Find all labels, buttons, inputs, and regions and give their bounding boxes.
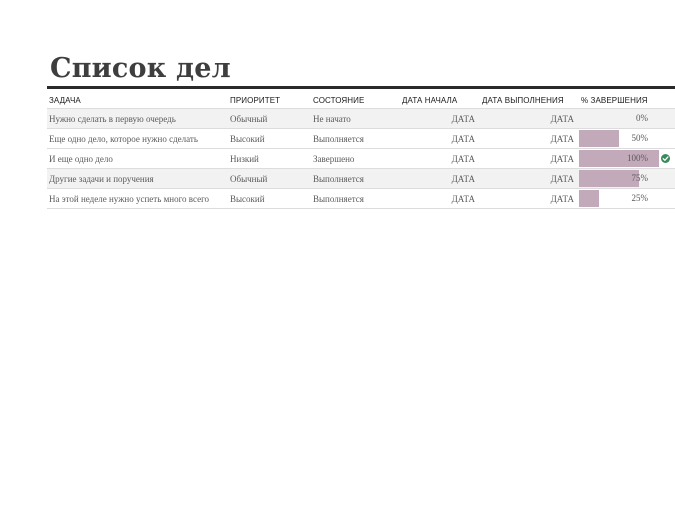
percent-cell[interactable] — [579, 109, 675, 129]
progress-bar — [579, 190, 599, 207]
due-date-cell[interactable]: ДАТА — [480, 149, 579, 169]
column-header-due-date[interactable]: ДАТА ВЫПОЛНЕНИЯ — [482, 95, 564, 105]
table-row[interactable] — [47, 149, 675, 169]
percent-label: 25% — [631, 193, 648, 203]
start-date-cell[interactable]: ДАТА — [400, 149, 480, 169]
todo-table — [47, 89, 675, 209]
status-cell[interactable]: Не начато — [311, 109, 400, 129]
percent-label: 50% — [631, 133, 648, 143]
table-row[interactable] — [47, 109, 675, 129]
due-date-cell[interactable]: ДАТА — [480, 129, 579, 149]
percent-label: 0% — [636, 113, 648, 123]
start-date-cell[interactable]: ДАТА — [400, 169, 480, 189]
priority-cell[interactable]: Обычный — [228, 109, 311, 129]
check-circle-icon — [661, 154, 670, 163]
percent-label: 75% — [631, 173, 648, 183]
table-row[interactable] — [47, 129, 675, 149]
status-cell[interactable]: Завершено — [311, 149, 400, 169]
column-header-percent[interactable]: % ЗАВЕРШЕНИЯ — [581, 95, 648, 105]
status-cell[interactable]: Выполняется — [311, 129, 400, 149]
due-date-cell[interactable]: ДАТА — [480, 109, 579, 129]
priority-cell[interactable]: Высокий — [228, 189, 311, 209]
task-cell[interactable]: Другие задачи и поручения — [47, 169, 228, 189]
percent-cell[interactable] — [579, 169, 675, 189]
status-cell[interactable]: Выполняется — [311, 169, 400, 189]
task-cell[interactable]: Еще одно дело, которое нужно сделать — [47, 129, 228, 149]
todo-sheet — [47, 52, 675, 209]
table-header-row — [47, 89, 675, 109]
progress-bar — [579, 130, 619, 147]
column-header-status[interactable]: СОСТОЯНИЕ — [313, 95, 365, 105]
due-date-cell[interactable]: ДАТА — [480, 169, 579, 189]
task-cell[interactable]: На этой неделе нужно успеть много всего — [47, 189, 228, 209]
due-date-cell[interactable]: ДАТА — [480, 189, 579, 209]
column-header-priority[interactable]: ПРИОРИТЕТ — [230, 95, 281, 105]
percent-cell[interactable] — [579, 189, 675, 209]
column-header-task[interactable]: ЗАДАЧА — [49, 95, 81, 105]
task-cell[interactable]: Нужно сделать в первую очередь — [47, 109, 228, 129]
priority-cell[interactable]: Низкий — [228, 149, 311, 169]
start-date-cell[interactable]: ДАТА — [400, 109, 480, 129]
priority-cell[interactable]: Высокий — [228, 129, 311, 149]
start-date-cell[interactable]: ДАТА — [400, 189, 480, 209]
percent-cell[interactable] — [579, 129, 675, 149]
status-cell[interactable]: Выполняется — [311, 189, 400, 209]
percent-label: 100% — [627, 153, 648, 163]
task-cell[interactable]: И еще одно дело — [47, 149, 228, 169]
progress-bar — [579, 170, 639, 187]
percent-cell[interactable] — [579, 149, 675, 169]
start-date-cell[interactable]: ДАТА — [400, 129, 480, 149]
column-header-start-date[interactable]: ДАТА НАЧАЛА — [402, 95, 458, 105]
table-row[interactable] — [47, 189, 675, 209]
page-title: Список дел — [50, 53, 231, 84]
table-row[interactable] — [47, 169, 675, 189]
priority-cell[interactable]: Обычный — [228, 169, 311, 189]
